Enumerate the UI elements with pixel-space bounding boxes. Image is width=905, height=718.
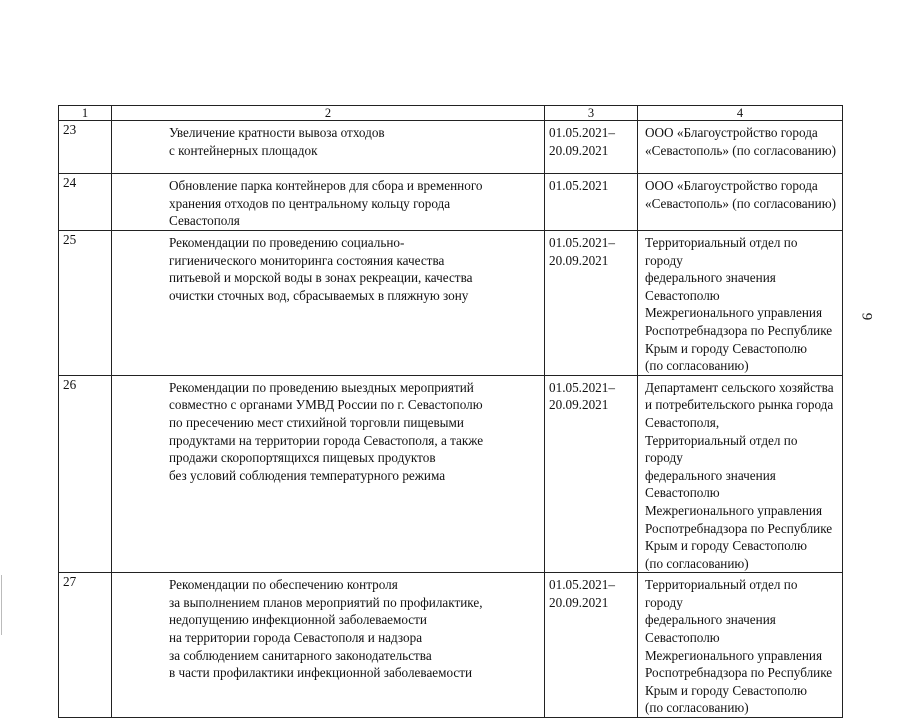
table-header-row — [59, 106, 843, 121]
table-row — [59, 174, 843, 231]
scan-margin-line — [1, 575, 2, 635]
row-date: 01.05.2021– 20.09.2021 — [545, 231, 638, 376]
row-description: Рекомендации по проведению выездных мероприятий совместно с органами УМВД России по г. Севастополю по пресечению мест стихийной торговли пищевыми продуктами на территории города Севастополя, а также продажи скоропортящихся пищевых продуктов без условий соблюдения температурного режима — [112, 375, 545, 573]
row-responsible: ООО «Благоустройство города «Севастополь» (по согласованию) — [638, 174, 843, 231]
row-date: 01.05.2021– 20.09.2021 — [545, 573, 638, 718]
row-date: 01.05.2021 — [545, 174, 638, 231]
row-number: 25 — [59, 231, 112, 376]
table-row — [59, 121, 843, 174]
row-number: 27 — [59, 573, 112, 718]
document-table — [58, 105, 843, 718]
row-number: 23 — [59, 121, 112, 174]
header-cell-1: 1 — [59, 106, 112, 121]
row-responsible: Департамент сельского хозяйства и потребительского рынка города Севастополя, Территориальный отдел по городу федерального значения Севастополю Межрегионального управления Роспотребнадзора по Республике Крым и городу Севастополю (по согласованию) — [638, 375, 843, 573]
row-description: Увеличение кратности вывоза отходов с контейнерных площадок — [112, 121, 545, 174]
row-description: Рекомендации по проведению социально- гигиенического мониторинга состояния качества питьевой и морской воды в зонах рекреации, качества очистки сточных вод, сбрасываемых в пляжную зону — [112, 231, 545, 376]
row-number: 26 — [59, 375, 112, 573]
row-number: 24 — [59, 174, 112, 231]
row-date: 01.05.2021– 20.09.2021 — [545, 375, 638, 573]
table-row — [59, 573, 843, 718]
row-responsible: Территориальный отдел по городу федерального значения Севастополю Межрегионального управления Роспотребнадзора по Республике Крым и городу Севастополю (по согласованию) — [638, 573, 843, 718]
header-cell-3: 3 — [545, 106, 638, 121]
header-cell-4: 4 — [638, 106, 843, 121]
page-number: 9 — [858, 312, 875, 321]
row-date: 01.05.2021– 20.09.2021 — [545, 121, 638, 174]
row-description: Рекомендации по обеспечению контроля за выполнением планов мероприятий по профилактике, недопущению инфекционной заболеваемости на территории города Севастополя и надзора за соблюдением санитарного законодательства в части профилактики инфекционной заболеваемости — [112, 573, 545, 718]
table-row — [59, 375, 843, 573]
row-responsible: ООО «Благоустройство города «Севастополь» (по согласованию) — [638, 121, 843, 174]
row-description: Обновление парка контейнеров для сбора и временного хранения отходов по центральному кольцу города Севастополя — [112, 174, 545, 231]
table-row — [59, 231, 843, 376]
row-responsible: Территориальный отдел по городу федерального значения Севастополю Межрегионального управления Роспотребнадзора по Республике Крым и городу Севастополю (по согласованию) — [638, 231, 843, 376]
header-cell-2: 2 — [112, 106, 545, 121]
